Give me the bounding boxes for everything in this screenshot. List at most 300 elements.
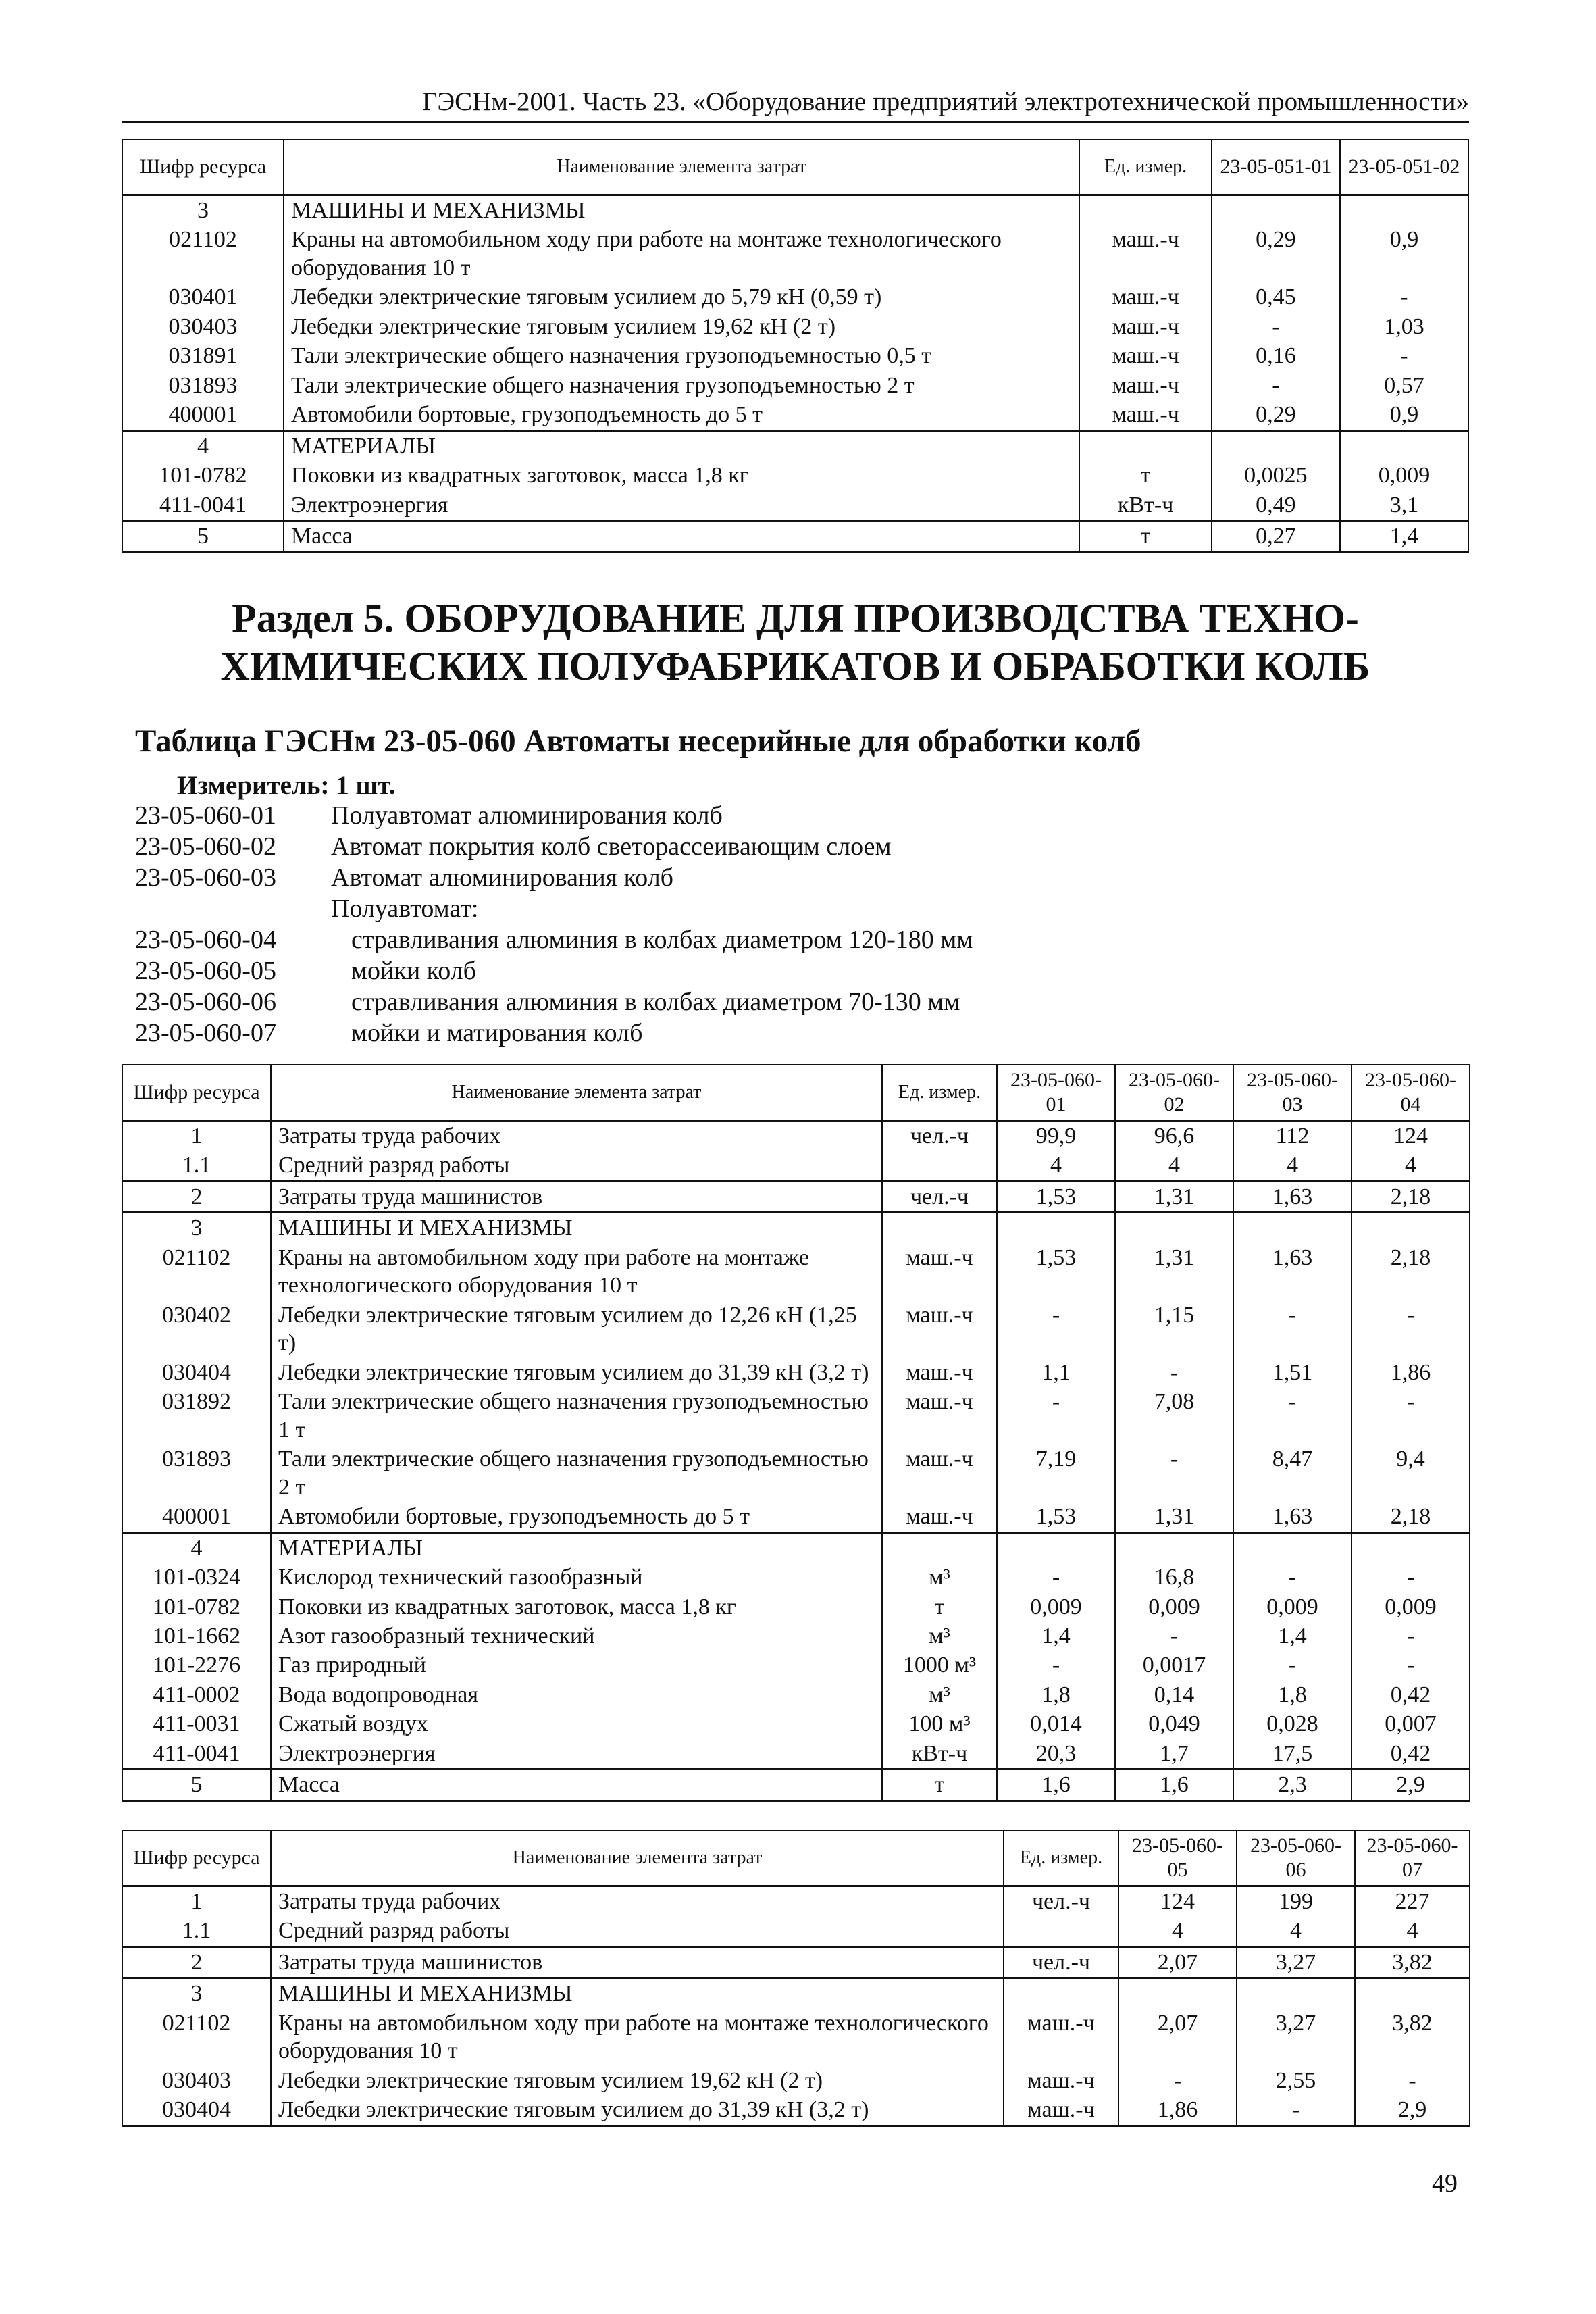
norm-value: 1,86 — [1352, 1358, 1470, 1387]
unit-of-measure: маш.-ч — [1079, 341, 1211, 370]
cost-element-name: Лебедки электрические тяговым усилием до 31,39 кН (3,2 т) — [271, 1358, 882, 1387]
col-header-norm: 23-05-060-05 — [1118, 1830, 1237, 1886]
resource-code: 1 — [122, 1886, 271, 1917]
col-header-name: Наименование элемента затрат — [271, 1830, 1004, 1886]
cost-element-name: Тали электрические общего назначения грузоподъемностью 0,5 т — [284, 341, 1079, 370]
unit-of-measure: т — [1079, 461, 1211, 490]
table-row — [122, 491, 1468, 521]
norm-value — [1212, 430, 1340, 461]
norm-value: 3,82 — [1355, 2009, 1470, 2066]
norm-value: 7,08 — [1115, 1387, 1233, 1444]
unit-of-measure: маш.-ч — [882, 1243, 997, 1301]
norm-code: 23-05-060-03 — [135, 863, 276, 892]
cost-element-name: Масса — [271, 1769, 882, 1801]
unit-of-measure: маш.-ч — [1079, 312, 1211, 341]
norm-value: - — [1212, 371, 1340, 400]
norm-value: - — [1233, 1563, 1352, 1592]
norm-code: 23-05-060-05 — [135, 957, 276, 985]
unit-of-measure: т — [882, 1592, 997, 1621]
table-row — [122, 461, 1468, 490]
unit-of-measure: чел.-ч — [1004, 1886, 1118, 1917]
unit-of-measure: м³ — [882, 1680, 997, 1709]
norm-value: - — [1115, 1621, 1233, 1651]
col-header-name: Наименование элемента затрат — [271, 1065, 882, 1121]
norm-value: 99,9 — [997, 1121, 1115, 1151]
unit-of-measure — [882, 1151, 997, 1181]
resource-code: 030402 — [122, 1301, 271, 1358]
table-row — [122, 371, 1468, 400]
norm-value: 2,9 — [1352, 1769, 1470, 1801]
cost-element-name: Краны на автомобильном ходу при работе на монтаже технологического оборудования 10 т — [284, 225, 1079, 282]
resource-code: 101-0324 — [122, 1563, 271, 1592]
unit-of-measure: маш.-ч — [1079, 371, 1211, 400]
table-row — [122, 1243, 1470, 1301]
cost-element-name: МАШИНЫ И МЕХАНИЗМЫ — [271, 1213, 882, 1243]
cost-element-name: Масса — [284, 521, 1079, 552]
norm-value: 1,8 — [1233, 1680, 1352, 1709]
table-row — [122, 2095, 1470, 2126]
cost-element-name: Азот газообразный технический — [271, 1621, 882, 1651]
resource-code: 101-1662 — [122, 1621, 271, 1651]
table-row — [122, 1502, 1470, 1532]
norm-value: 0,007 — [1352, 1709, 1470, 1738]
norm-value: 1,86 — [1118, 2095, 1237, 2126]
norm-value — [1212, 195, 1340, 226]
norm-value: 1,8 — [997, 1680, 1115, 1709]
norm-code: 23-05-060-04 — [135, 926, 276, 954]
cost-element-name: Лебедки электрические тяговым усилием до 31,39 кН (3,2 т) — [271, 2095, 1004, 2126]
cost-element-name: Затраты труда рабочих — [271, 1121, 882, 1151]
norm-value: - — [1233, 1301, 1352, 1358]
norm-value — [1352, 1213, 1470, 1243]
norm-value: 0,009 — [1233, 1592, 1352, 1621]
unit-of-measure — [882, 1532, 997, 1563]
norm-value: 16,8 — [1115, 1563, 1233, 1592]
norm-value: 4 — [1352, 1151, 1470, 1181]
unit-of-measure: 1000 м³ — [882, 1651, 997, 1680]
unit-of-measure — [882, 1213, 997, 1243]
cost-element-name: Затраты труда машинистов — [271, 1181, 882, 1212]
resource-code: 1 — [122, 1121, 271, 1151]
cost-element-name: Электроэнергия — [271, 1739, 882, 1769]
table-row — [122, 1151, 1470, 1181]
table-row — [122, 1680, 1470, 1709]
cost-element-name: Поковки из квадратных заготовок, масса 1,8 кг — [284, 461, 1079, 490]
cost-element-name: Тали электрические общего назначения грузоподъемностью 2 т — [271, 1444, 882, 1502]
norm-value: - — [997, 1387, 1115, 1444]
resource-code: 411-0002 — [122, 1680, 271, 1709]
norm-value: 2,18 — [1352, 1502, 1470, 1532]
table-row — [122, 1563, 1470, 1592]
norm-value: 112 — [1233, 1121, 1352, 1151]
resource-code: 4 — [122, 1532, 271, 1563]
norm-value: 0,16 — [1212, 341, 1340, 370]
norm-value: - — [997, 1563, 1115, 1592]
col-header-code: Шифр ресурса — [122, 139, 284, 195]
resource-code: 101-0782 — [122, 461, 284, 490]
resource-code: 3 — [122, 1213, 271, 1243]
table-row — [122, 312, 1468, 341]
norm-value: 124 — [1352, 1121, 1470, 1151]
norm-value: 2,55 — [1237, 2066, 1355, 2095]
table-row — [122, 341, 1468, 370]
table-row — [122, 1444, 1470, 1502]
cost-element-name: Краны на автомобильном ходу при работе на монтаже технологического оборудования 10 т — [271, 2009, 1004, 2066]
norm-value: 0,29 — [1212, 225, 1340, 282]
cost-element-name: Краны на автомобильном ходу при работе на монтаже технологического оборудования 10 т — [271, 1243, 882, 1301]
norm-value: 0,42 — [1352, 1680, 1470, 1709]
table-row — [122, 521, 1468, 552]
resource-code: 031891 — [122, 341, 284, 370]
norm-value — [1355, 1978, 1470, 2009]
norm-value: 0,0017 — [1115, 1651, 1233, 1680]
unit-of-measure: маш.-ч — [1004, 2066, 1118, 2095]
norm-value: 2,3 — [1233, 1769, 1352, 1801]
col-header-unit: Ед. измер. — [1079, 139, 1211, 195]
norm-value: 0,14 — [1115, 1680, 1233, 1709]
col-header-name: Наименование элемента затрат — [284, 139, 1079, 195]
cost-element-name: МАШИНЫ И МЕХАНИЗМЫ — [271, 1978, 1004, 2009]
col-header-unit: Ед. измер. — [1004, 1830, 1118, 1886]
cost-element-name: МАТЕРИАЛЫ — [284, 430, 1079, 461]
cost-element-name: Тали электрические общего назначения грузоподъемностью 1 т — [271, 1387, 882, 1444]
norm-value: - — [1352, 1387, 1470, 1444]
cost-table-060-b — [122, 1830, 1470, 2127]
col-header-norm: 23-05-051-02 — [1340, 139, 1468, 195]
norm-value: 1,4 — [1233, 1621, 1352, 1651]
unit-of-measure: кВт-ч — [882, 1739, 997, 1769]
cost-element-name: Лебедки электрические тяговым усилием до 5,79 кН (0,59 т) — [284, 282, 1079, 311]
norm-value: 1,31 — [1115, 1181, 1233, 1212]
cost-element-name: Автомобили бортовые, грузоподъемность до 5 т — [284, 400, 1079, 430]
norm-value — [997, 1532, 1115, 1563]
resource-code: 021102 — [122, 225, 284, 282]
norm-value: 8,47 — [1233, 1444, 1352, 1502]
norm-value: 0,57 — [1340, 371, 1468, 400]
col-header-norm: 23-05-060-03 — [1233, 1065, 1352, 1121]
norm-value: - — [1352, 1301, 1470, 1358]
cost-element-name: Средний разряд работы — [271, 1151, 882, 1181]
table-row — [122, 1709, 1470, 1738]
cost-element-name: Автомобили бортовые, грузоподъемность до 5 т — [271, 1502, 882, 1532]
table-row — [122, 1213, 1470, 1243]
col-header-norm: 23-05-060-02 — [1115, 1065, 1233, 1121]
col-header-norm: 23-05-060-06 — [1237, 1830, 1355, 1886]
table-row — [122, 1592, 1470, 1621]
resource-code: 101-0782 — [122, 1592, 271, 1621]
norm-text: стравливания алюминия в колбах диаметром 70-130 мм — [351, 988, 960, 1016]
table-row — [122, 1916, 1470, 1946]
table-title: Таблица ГЭСНм 23-05-060 Автоматы несерийные для обработки колб — [135, 724, 1141, 759]
norm-value — [1340, 195, 1468, 226]
norm-value: 4 — [1237, 1916, 1355, 1946]
norm-text: Полуавтомат алюминирования колб — [331, 801, 723, 830]
norm-value: 1,4 — [1340, 521, 1468, 552]
norm-value: 1,6 — [997, 1769, 1115, 1801]
resource-code: 030404 — [122, 2095, 271, 2126]
unit-of-measure: 100 м³ — [882, 1709, 997, 1738]
norm-value: 0,028 — [1233, 1709, 1352, 1738]
norm-value: 20,3 — [997, 1739, 1115, 1769]
norm-value: 2,18 — [1352, 1243, 1470, 1301]
norm-value: 0,009 — [1352, 1592, 1470, 1621]
norm-value: 1,6 — [1115, 1769, 1233, 1801]
unit-of-measure: маш.-ч — [1079, 282, 1211, 311]
norm-value — [997, 1213, 1115, 1243]
table-row — [122, 1978, 1470, 2009]
norm-value: 1,53 — [997, 1243, 1115, 1301]
table-row — [122, 2009, 1470, 2066]
norm-value: - — [1212, 312, 1340, 341]
norm-text: стравливания алюминия в колбах диаметром 120-180 мм — [351, 926, 973, 954]
cost-element-name: Затраты труда рабочих — [271, 1886, 1004, 1917]
norm-value: - — [1340, 282, 1468, 311]
norm-value: - — [1355, 2066, 1470, 2095]
norm-value: 1,53 — [997, 1181, 1115, 1212]
norm-value — [1118, 1978, 1237, 2009]
resource-code: 021102 — [122, 1243, 271, 1301]
table-row — [122, 400, 1468, 430]
norm-value: 1,51 — [1233, 1358, 1352, 1387]
unit-of-measure: маш.-ч — [1079, 225, 1211, 282]
resource-code: 4 — [122, 430, 284, 461]
unit-of-measure: кВт-ч — [1079, 491, 1211, 521]
norm-value: - — [1115, 1444, 1233, 1502]
norm-value — [1115, 1532, 1233, 1563]
norm-code: 23-05-060-01 — [135, 801, 276, 830]
norm-value: - — [1352, 1563, 1470, 1592]
norm-value: 1,53 — [997, 1502, 1115, 1532]
norm-value: 0,0025 — [1212, 461, 1340, 490]
unit-of-measure — [1079, 430, 1211, 461]
meter-label: Измеритель: 1 шт. — [177, 771, 396, 800]
unit-of-measure: т — [1079, 521, 1211, 552]
resource-code: 411-0041 — [122, 491, 284, 521]
norm-value: 17,5 — [1233, 1739, 1352, 1769]
resource-code: 030401 — [122, 282, 284, 311]
resource-code: 5 — [122, 521, 284, 552]
norm-value: 1,63 — [1233, 1243, 1352, 1301]
page-number: 49 — [1432, 2169, 1458, 2198]
table-row — [122, 195, 1468, 226]
unit-of-measure: чел.-ч — [882, 1181, 997, 1212]
norm-value — [1340, 430, 1468, 461]
resource-code: 5 — [122, 1769, 271, 1801]
cost-element-name: Газ природный — [271, 1651, 882, 1680]
resource-code: 2 — [122, 1181, 271, 1212]
col-header-norm: 23-05-060-07 — [1355, 1830, 1470, 1886]
norm-value: - — [1233, 1387, 1352, 1444]
cost-table-060-a — [122, 1064, 1470, 1802]
resource-code: 411-0031 — [122, 1709, 271, 1738]
unit-of-measure: маш.-ч — [882, 1358, 997, 1387]
norm-value: 96,6 — [1115, 1121, 1233, 1151]
resource-code: 031893 — [122, 371, 284, 400]
norm-value: 1,63 — [1233, 1502, 1352, 1532]
table-row — [122, 1532, 1470, 1563]
norm-value: 1,15 — [1115, 1301, 1233, 1358]
unit-of-measure: маш.-ч — [882, 1502, 997, 1532]
norm-value: 1,63 — [1233, 1181, 1352, 1212]
norm-text: Автомат покрытия колб светорассеивающим слоем — [331, 832, 892, 861]
cost-element-name: Кислород технический газообразный — [271, 1563, 882, 1592]
cost-element-name: Сжатый воздух — [271, 1709, 882, 1738]
norm-value — [1233, 1213, 1352, 1243]
norm-value: 3,27 — [1237, 1946, 1355, 1978]
unit-of-measure: м³ — [882, 1621, 997, 1651]
resource-code: 400001 — [122, 1502, 271, 1532]
resource-code: 3 — [122, 195, 284, 226]
norm-value: 2,9 — [1355, 2095, 1470, 2126]
table-row — [122, 282, 1468, 311]
table-row — [122, 1886, 1470, 1917]
cost-element-name: Лебедки электрические тяговым усилием 19,62 кН (2 т) — [271, 2066, 1004, 2095]
norm-value: 227 — [1355, 1886, 1470, 1917]
cost-element-name: Затраты труда машинистов — [271, 1946, 1004, 1978]
resource-code: 021102 — [122, 2009, 271, 2066]
table-row — [122, 1769, 1470, 1801]
resource-code: 411-0041 — [122, 1739, 271, 1769]
cost-element-name: МАШИНЫ И МЕХАНИЗМЫ — [284, 195, 1079, 226]
unit-of-measure — [1004, 1978, 1118, 2009]
table-row — [122, 1121, 1470, 1151]
col-header-code: Шифр ресурса — [122, 1065, 271, 1121]
unit-of-measure: м³ — [882, 1563, 997, 1592]
norm-value: 0,45 — [1212, 282, 1340, 311]
norm-value — [1115, 1213, 1233, 1243]
table-row — [122, 1358, 1470, 1387]
norm-text: Автомат алюминирования колб — [331, 863, 673, 892]
col-header-unit: Ед. измер. — [882, 1065, 997, 1121]
table-row — [122, 1181, 1470, 1212]
cost-element-name: Средний разряд работы — [271, 1916, 1004, 1946]
norm-value: - — [1237, 2095, 1355, 2126]
norm-value: 0,049 — [1115, 1709, 1233, 1738]
resource-code: 101-2276 — [122, 1651, 271, 1680]
norm-value: - — [997, 1651, 1115, 1680]
unit-of-measure: маш.-ч — [1004, 2095, 1118, 2126]
norm-value: 2,18 — [1352, 1181, 1470, 1212]
norm-value: 0,29 — [1212, 400, 1340, 430]
norm-value: 3,1 — [1340, 491, 1468, 521]
norm-value: 0,9 — [1340, 225, 1468, 282]
norm-value: - — [1233, 1651, 1352, 1680]
norm-code: 23-05-060-02 — [135, 832, 276, 861]
norm-code: 23-05-060-07 — [135, 1019, 276, 1047]
resource-code: 030403 — [122, 2066, 271, 2095]
norm-value: 4 — [1355, 1916, 1470, 1946]
unit-of-measure: т — [882, 1769, 997, 1801]
norm-value: 124 — [1118, 1886, 1237, 1917]
table-row — [122, 1301, 1470, 1358]
cost-element-name: Тали электрические общего назначения грузоподъемностью 2 т — [284, 371, 1079, 400]
resource-code: 2 — [122, 1946, 271, 1978]
norm-value: 1,31 — [1115, 1502, 1233, 1532]
unit-of-measure: маш.-ч — [1004, 2009, 1118, 2066]
resource-code: 3 — [122, 1978, 271, 2009]
norm-value: 1,03 — [1340, 312, 1468, 341]
cost-element-name: Лебедки электрические тяговым усилием до 12,26 кН (1,25 т) — [271, 1301, 882, 1358]
norm-value: 1,31 — [1115, 1243, 1233, 1301]
norm-value: 2,07 — [1118, 1946, 1237, 1978]
cost-element-name: Лебедки электрические тяговым усилием 19,62 кН (2 т) — [284, 312, 1079, 341]
norm-value — [1233, 1532, 1352, 1563]
norm-value: 0,42 — [1352, 1739, 1470, 1769]
unit-of-measure: маш.-ч — [1079, 400, 1211, 430]
cost-element-name: Электроэнергия — [284, 491, 1079, 521]
norm-text: мойки колб — [351, 957, 477, 985]
norm-value: 0,49 — [1212, 491, 1340, 521]
norm-value: - — [997, 1301, 1115, 1358]
section-title: Раздел 5. ОБОРУДОВАНИЕ ДЛЯ ПРОИЗВОДСТВА ТЕХНО-ХИМИЧЕСКИХ ПОЛУФАБРИКАТОВ И ОБРАБОТКИ КОЛБ — [220, 596, 1370, 688]
col-header-norm: 23-05-060-01 — [997, 1065, 1115, 1121]
resource-code: 400001 — [122, 400, 284, 430]
col-header-norm: 23-05-051-01 — [1212, 139, 1340, 195]
unit-of-measure — [1004, 1916, 1118, 1946]
norm-value: - — [1352, 1651, 1470, 1680]
table-row — [122, 1946, 1470, 1978]
norm-value: 7,19 — [997, 1444, 1115, 1502]
cost-element-name: Вода водопроводная — [271, 1680, 882, 1709]
cost-element-name: Поковки из квадратных заготовок, масса 1,8 кг — [271, 1592, 882, 1621]
norm-code: 23-05-060-06 — [135, 988, 276, 1016]
norm-text: мойки и матирования колб — [351, 1019, 643, 1047]
unit-of-measure — [1079, 195, 1211, 226]
col-header-code: Шифр ресурса — [122, 1830, 271, 1886]
resource-code: 1.1 — [122, 1151, 271, 1181]
table-row — [122, 225, 1468, 282]
norm-value: 4 — [1233, 1151, 1352, 1181]
norm-value: 3,27 — [1237, 2009, 1355, 2066]
norm-value: 3,82 — [1355, 1946, 1470, 1978]
norm-value: - — [1115, 1358, 1233, 1387]
norm-value: 1,7 — [1115, 1739, 1233, 1769]
norm-value: 9,4 — [1352, 1444, 1470, 1502]
table-row — [122, 1739, 1470, 1769]
table-row — [122, 1621, 1470, 1651]
norm-value: 4 — [1115, 1151, 1233, 1181]
norm-value: 0,009 — [1340, 461, 1468, 490]
unit-of-measure: маш.-ч — [882, 1444, 997, 1502]
norm-value: 0,9 — [1340, 400, 1468, 430]
norm-value: 199 — [1237, 1886, 1355, 1917]
norm-value — [1237, 1978, 1355, 2009]
resource-code: 031893 — [122, 1444, 271, 1502]
norm-value: 0,009 — [1115, 1592, 1233, 1621]
norm-value — [1352, 1532, 1470, 1563]
resource-code: 030404 — [122, 1358, 271, 1387]
norm-value: - — [1340, 341, 1468, 370]
resource-code: 030403 — [122, 312, 284, 341]
norm-value: 0,27 — [1212, 521, 1340, 552]
norm-value: 0,014 — [997, 1709, 1115, 1738]
unit-of-measure: маш.-ч — [882, 1301, 997, 1358]
norm-value: 0,009 — [997, 1592, 1115, 1621]
table-row — [122, 1651, 1470, 1680]
norm-value: 4 — [997, 1151, 1115, 1181]
cost-table-051 — [122, 139, 1469, 553]
col-header-norm: 23-05-060-04 — [1352, 1065, 1470, 1121]
norm-value: 2,07 — [1118, 2009, 1237, 2066]
norm-value: - — [1352, 1621, 1470, 1651]
unit-of-measure: чел.-ч — [882, 1121, 997, 1151]
unit-of-measure: маш.-ч — [882, 1387, 997, 1444]
cost-element-name: МАТЕРИАЛЫ — [271, 1532, 882, 1563]
norm-value: 1,4 — [997, 1621, 1115, 1651]
norm-text: Полуавтомат: — [331, 895, 479, 923]
table-row — [122, 430, 1468, 461]
running-header: ГЭСНм-2001. Часть 23. «Оборудование предприятий электротехнической промышленности» — [122, 86, 1469, 123]
